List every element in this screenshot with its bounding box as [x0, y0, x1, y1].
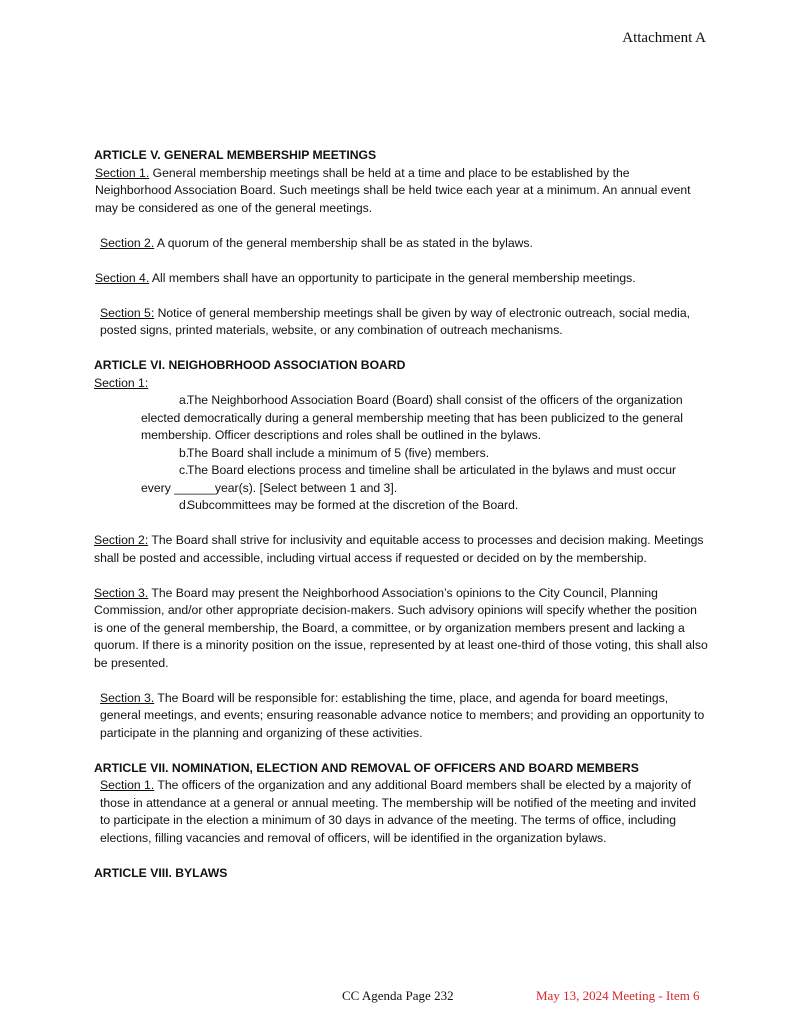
article-v-section-5 — [94, 305, 709, 340]
section-label: Section 4. — [95, 270, 150, 285]
section-label: Section 1. — [100, 778, 155, 792]
article-v-section-2 — [94, 235, 709, 253]
article-vi-heading: ARTICLE VI. NEIGHOBRHOOD ASSOCIATION BOARD — [94, 358, 406, 372]
article-v-section-1 — [94, 165, 709, 218]
section-text: General membership meetings shall be held at a time and place to be established by the Neighborhood Association Board. Such meetings shall be held twice each year at a minimum. An annual event may be considered as one of the general meetings. — [95, 165, 691, 215]
section-label: Section 2. — [100, 235, 155, 250]
section-label: Section 2: — [94, 533, 149, 547]
section-text: The Board will be responsible for: establishing the time, place, and agenda for board meetings, general meetings, and events; ensuring reasonable advance notice to members; and providing an opportunity to participate in the planning and organizing of these activities. — [100, 690, 705, 740]
article-v-heading: ARTICLE V. GENERAL MEMBERSHIP MEETINGS — [94, 148, 377, 162]
list-marker: d. — [179, 498, 190, 512]
article-vi-section-3a — [94, 585, 709, 673]
section-label: Section 1: — [94, 375, 149, 390]
agenda-page-number: CC Agenda Page 232 — [342, 988, 454, 1003]
list-marker: a. — [179, 393, 190, 407]
article-vii-section-1 — [94, 777, 709, 847]
list-item — [141, 497, 709, 515]
section-label: Section 1. — [95, 165, 150, 180]
document-body — [94, 147, 709, 882]
article-vi-section-1-label — [94, 375, 709, 393]
section-text: A quorum of the general membership shall be as stated in the bylaws. — [154, 235, 533, 250]
section-label: Section 5: — [100, 305, 155, 320]
article-vi-section-1-list — [94, 392, 709, 515]
list-item — [141, 392, 709, 445]
section-text: The Board may present the Neighborhood Association’s opinions to the City Council, Planning Commission, and/or other appropriate decision-makers. Such advisory opinions will specify whether the position is one of the general membership, the Board, a committee, or by organization members present and lacking a quorum. If there is a minority position on the issue, represented by at least one-third of those voting, this shall also be presented. — [94, 585, 708, 670]
article-v-section-4 — [94, 270, 709, 288]
section-text: Notice of general membership meetings shall be given by way of electronic outreach, social media, posted signs, printed materials, website, or any combination of outreach mechanisms. — [100, 305, 691, 337]
list-marker: c. — [179, 463, 189, 477]
list-marker: b. — [179, 445, 190, 460]
article-viii-heading: ARTICLE VIII. BYLAWS — [94, 865, 228, 880]
article-vi-section-3b — [94, 690, 709, 743]
list-item-text: The Board shall include a minimum of 5 (five) members. — [187, 445, 490, 460]
section-text: The Board shall strive for inclusivity and equitable access to processes and decision making. Meetings shall be posted and accessible, including virtual access if requested or decided on by the membership. — [94, 533, 704, 565]
attachment-label: Attachment A — [622, 30, 706, 46]
meeting-item-label: May 13, 2024 Meeting - Item 6 — [536, 988, 700, 1003]
section-text: The officers of the organization and any additional Board members shall be elected by a majority of those in attendance at a general or annual meeting. The membership will be notified of the meeting and invited to participate in the election a minimum of 30 days in advance of the meeting. The terms of office, including elections, filling vacancies and removal of officers, will be identified in the organization bylaws. — [100, 778, 696, 845]
section-label: Section 3. — [94, 585, 149, 600]
section-text: All members shall have an opportunity to participate in the general membership meetings. — [149, 270, 636, 285]
article-vi-section-2 — [94, 532, 709, 567]
list-item — [141, 462, 709, 497]
section-label: Section 3. — [100, 690, 155, 705]
list-item-text: The Neighborhood Association Board (Board) shall consist of the officers of the organization elected democratically during a general membership meeting that has been publicized to the general membership. Officer descriptions and roles shall be outlined in the bylaws. — [141, 393, 683, 442]
list-item — [141, 445, 709, 463]
list-item-text: Subcommittees may be formed at the discretion of the Board. — [187, 498, 519, 512]
list-item-text: The Board elections process and timeline shall be articulated in the bylaws and must occur every ______year(s). [Select between 1 and 3]. — [141, 463, 677, 495]
article-vii-heading: ARTICLE VII. NOMINATION, ELECTION AND REMOVAL OF OFFICERS AND BOARD MEMBERS — [94, 760, 639, 775]
